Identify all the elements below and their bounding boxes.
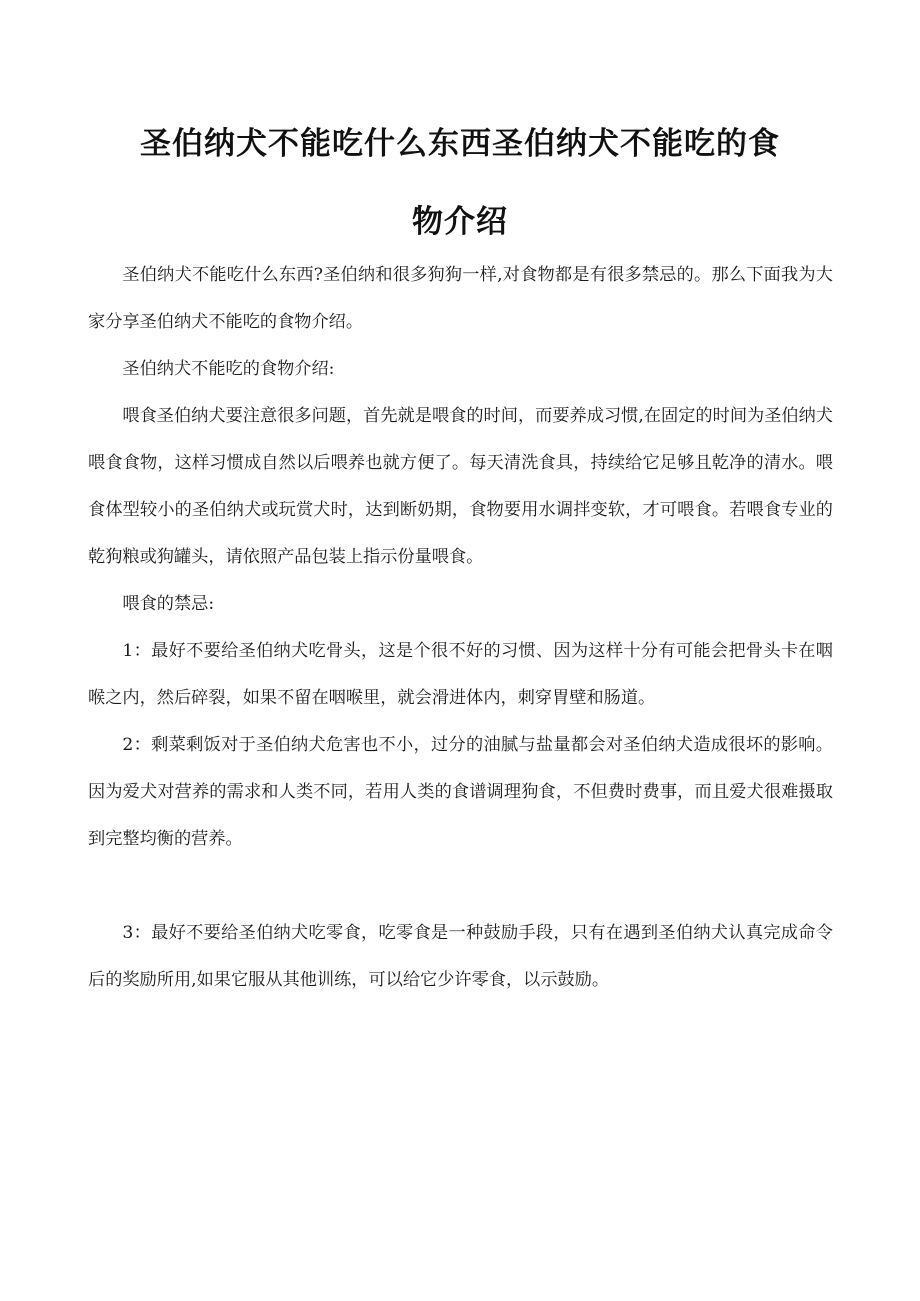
- feeding-paragraph: 喂食圣伯纳犬要注意很多问题，首先就是喂食的时间，而要养成习惯,在固定的时间为圣伯纳犬喂食食物，这样习惯成自然以后喂养也就方便了。每天清洗食具，持续给它足够且乾净的清水。喂食体型较小的圣伯纳犬或玩赏犬时，达到断奶期，食物要用水调拌变软，才可喂食。若喂食专业的乾狗粮或狗罐头，请依照产品包装上指示份量喂食。: [88, 406, 833, 567]
- section-heading-food-intro: 圣伯纳犬不能吃的食物介绍:: [122, 359, 335, 379]
- document-title-line-2: 物介绍: [412, 204, 508, 240]
- intro-paragraph: 圣伯纳犬不能吃什么东西?圣伯纳和很多狗狗一样,对食物都是有很多禁忌的。那么下面我为大家分享圣伯纳犬不能吃的食物介绍。: [88, 265, 833, 332]
- taboo-item-3: 3：最好不要给圣伯纳犬吃零食，吃零食是一种鼓励手段，只有在遇到圣伯纳犬认真完成命令后的奖励所用,如果它服从其他训练，可以给它少许零食，以示鼓励。: [88, 923, 833, 990]
- document-body: [88, 252, 833, 1004]
- section-heading-taboos: 喂食的禁忌:: [122, 594, 215, 614]
- taboo-item-1: 1：最好不要给圣伯纳犬吃骨头，这是个很不好的习惯、因为这样十分有可能会把骨头卡在咽喉之内，然后碎裂，如果不留在咽喉里，就会滑进体内，刺穿胃壁和肠道。: [88, 641, 833, 708]
- document-title-line-1: 圣伯纳犬不能吃什么东西圣伯纳犬不能吃的食: [140, 126, 780, 162]
- taboo-item-2: 2：剩菜剩饭对于圣伯纳犬危害也不小，过分的油腻与盐量都会对圣伯纳犬造成很坏的影响。因为爱犬对营养的需求和人类不同，若用人类的食谱调理狗食，不但费时费事，而且爱犬很难摄取到完整均衡的营养。: [88, 735, 833, 849]
